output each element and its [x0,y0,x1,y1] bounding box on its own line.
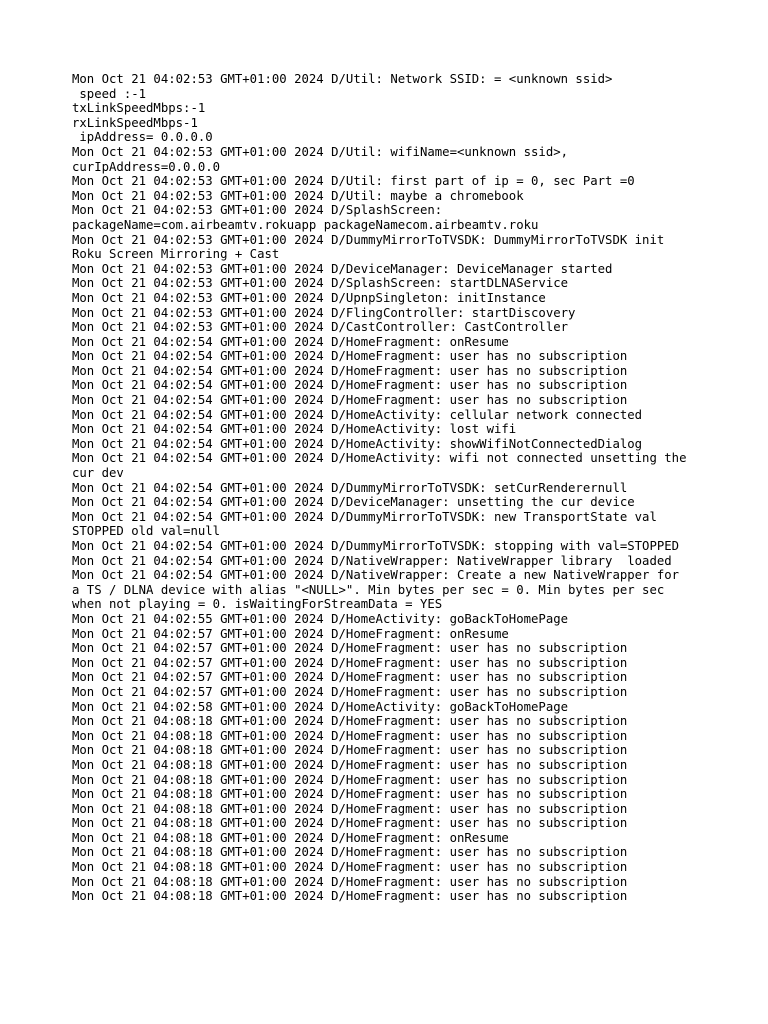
log-line: Mon Oct 21 04:02:53 GMT+01:00 2024 D/DeviceManager: DeviceManager started [72,261,613,276]
log-line: Mon Oct 21 04:08:18 GMT+01:00 2024 D/HomeFragment: user has no subscription [72,728,628,743]
log-line: Mon Oct 21 04:02:54 GMT+01:00 2024 D/HomeFragment: onResume [72,334,509,349]
log-line: Mon Oct 21 04:02:54 GMT+01:00 2024 D/DeviceManager: unsetting the cur device [72,495,635,510]
log-line: Mon Oct 21 04:02:53 GMT+01:00 2024 D/CastController: CastController [72,320,569,335]
log-line: Mon Oct 21 04:02:54 GMT+01:00 2024 D/HomeFragment: user has no subscription [72,349,628,364]
log-line: Mon Oct 21 04:08:18 GMT+01:00 2024 D/HomeFragment: user has no subscription [72,743,628,758]
log-line: Mon Oct 21 04:02:54 GMT+01:00 2024 D/HomeActivity: showWifiNotConnectedDialog [72,436,643,451]
log-line: Mon Oct 21 04:08:18 GMT+01:00 2024 D/HomeFragment: user has no subscription [72,787,628,802]
log-line: Mon Oct 21 04:02:57 GMT+01:00 2024 D/HomeFragment: user has no subscription [72,641,628,656]
log-line: Roku Screen Mirroring + Cast [72,247,280,262]
log-text [72,72,702,904]
log-line: Mon Oct 21 04:02:53 GMT+01:00 2024 D/Util: Network SSID: = <unknown ssid> [72,72,613,86]
log-line: Mon Oct 21 04:02:57 GMT+01:00 2024 D/HomeFragment: user has no subscription [72,670,628,685]
log-line: Mon Oct 21 04:08:18 GMT+01:00 2024 D/HomeFragment: user has no subscription [72,860,628,875]
log-line: when not playing = 0. isWaitingForStreamData = YES [72,597,443,612]
log-line: rxLinkSpeedMbps-1 [72,115,198,130]
log-line: Mon Oct 21 04:08:18 GMT+01:00 2024 D/HomeFragment: user has no subscription [72,889,628,904]
log-line: a TS / DLNA device with alias "<NULL>". Min bytes per sec = 0. Min bytes per sec [72,582,665,597]
log-line: Mon Oct 21 04:02:53 GMT+01:00 2024 D/DummyMirrorToTVSDK: DummyMirrorToTVSDK init [72,232,665,247]
log-line: Mon Oct 21 04:02:53 GMT+01:00 2024 D/FlingController: startDiscovery [72,305,576,320]
log-line: Mon Oct 21 04:02:54 GMT+01:00 2024 D/DummyMirrorToTVSDK: setCurRenderernull [72,480,628,495]
log-line: Mon Oct 21 04:02:53 GMT+01:00 2024 D/Util: first part of ip = 0, sec Part =0 [72,174,635,189]
log-line: Mon Oct 21 04:08:18 GMT+01:00 2024 D/HomeFragment: user has no subscription [72,772,628,787]
log-line: Mon Oct 21 04:02:54 GMT+01:00 2024 D/HomeFragment: user has no subscription [72,363,628,378]
log-line: STOPPED old val=null [72,524,221,539]
log-line: Mon Oct 21 04:02:57 GMT+01:00 2024 D/HomeFragment: user has no subscription [72,655,628,670]
log-line: Mon Oct 21 04:08:18 GMT+01:00 2024 D/HomeFragment: onResume [72,830,509,845]
log-line: Mon Oct 21 04:02:54 GMT+01:00 2024 D/HomeActivity: cellular network connected [72,407,643,422]
log-line: Mon Oct 21 04:02:53 GMT+01:00 2024 D/SplashScreen: startDLNAService [72,276,569,291]
log-line: ipAddress= 0.0.0.0 [72,130,213,145]
log-line: Mon Oct 21 04:08:18 GMT+01:00 2024 D/HomeFragment: user has no subscription [72,874,628,889]
log-line: Mon Oct 21 04:02:55 GMT+01:00 2024 D/HomeActivity: goBackToHomePage [72,611,569,626]
log-line: Mon Oct 21 04:02:54 GMT+01:00 2024 D/NativeWrapper: NativeWrapper library loaded [72,553,672,568]
log-line: Mon Oct 21 04:02:54 GMT+01:00 2024 D/HomeActivity: lost wifi [72,422,517,437]
log-line: Mon Oct 21 04:02:53 GMT+01:00 2024 D/UpnpSingleton: initInstance [72,290,546,305]
log-line: Mon Oct 21 04:08:18 GMT+01:00 2024 D/HomeFragment: user has no subscription [72,714,628,729]
log-line: Mon Oct 21 04:02:54 GMT+01:00 2024 D/HomeActivity: wifi not connected unsetting the [72,451,687,466]
log-line: Mon Oct 21 04:08:18 GMT+01:00 2024 D/HomeFragment: user has no subscription [72,801,628,816]
log-line: Mon Oct 21 04:02:57 GMT+01:00 2024 D/HomeFragment: user has no subscription [72,684,628,699]
log-line: packageName=com.airbeamtv.rokuapp packageNamecom.airbeamtv.roku [72,217,539,232]
log-line: Mon Oct 21 04:02:53 GMT+01:00 2024 D/Util: maybe a chromebook [72,188,524,203]
log-line: Mon Oct 21 04:02:54 GMT+01:00 2024 D/NativeWrapper: Create a new NativeWrapper for [72,568,680,583]
log-line: Mon Oct 21 04:08:18 GMT+01:00 2024 D/HomeFragment: user has no subscription [72,757,628,772]
log-line: Mon Oct 21 04:02:54 GMT+01:00 2024 D/HomeFragment: user has no subscription [72,393,628,408]
log-line: Mon Oct 21 04:02:57 GMT+01:00 2024 D/HomeFragment: onResume [72,626,509,641]
log-line: Mon Oct 21 04:02:54 GMT+01:00 2024 D/DummyMirrorToTVSDK: new TransportState val [72,509,657,524]
log-line: Mon Oct 21 04:02:54 GMT+01:00 2024 D/HomeFragment: user has no subscription [72,378,628,393]
log-line: speed :-1 [72,86,147,101]
log-line: Mon Oct 21 04:02:58 GMT+01:00 2024 D/HomeActivity: goBackToHomePage [72,699,569,714]
log-line: curIpAddress=0.0.0.0 [72,159,221,174]
log-line: Mon Oct 21 04:02:54 GMT+01:00 2024 D/DummyMirrorToTVSDK: stopping with val=STOPPED [72,539,680,553]
log-line: txLinkSpeedMbps:-1 [72,101,206,116]
log-line: Mon Oct 21 04:02:53 GMT+01:00 2024 D/Util: wifiName=<unknown ssid>, [72,144,569,159]
log-line: Mon Oct 21 04:08:18 GMT+01:00 2024 D/HomeFragment: user has no subscription [72,845,628,860]
log-line: cur dev [72,466,124,481]
log-line: Mon Oct 21 04:08:18 GMT+01:00 2024 D/HomeFragment: user has no subscription [72,816,628,831]
log-line: Mon Oct 21 04:02:53 GMT+01:00 2024 D/SplashScreen: [72,203,443,218]
